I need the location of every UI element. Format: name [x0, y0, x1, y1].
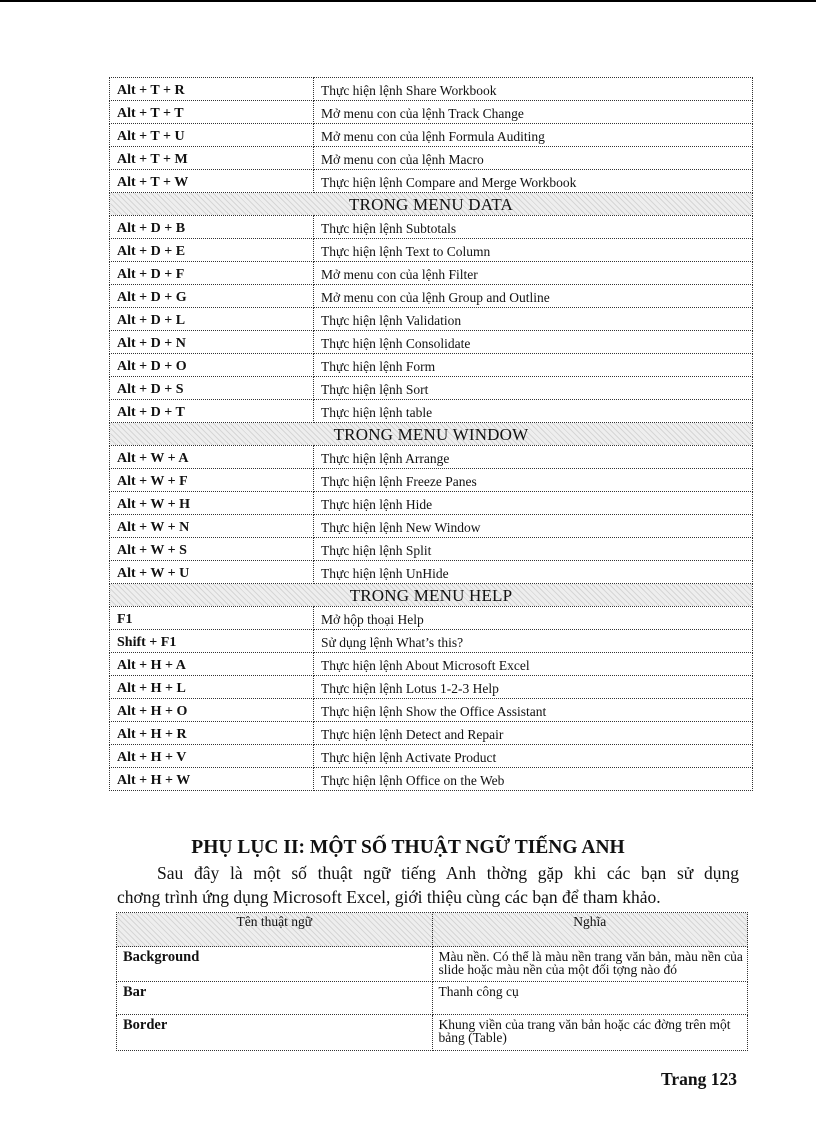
terms-header-row [117, 913, 748, 947]
shortcut-description: Thực hiện lệnh Sort [314, 377, 753, 400]
shortcut-key: Alt + W + A [110, 446, 314, 469]
shortcut-key: Alt + H + A [110, 653, 314, 676]
shortcut-description: Thực hiện lệnh Form [314, 354, 753, 377]
shortcut-description: Mở menu con của lệnh Filter [314, 262, 753, 285]
section-header: TRONG MENU WINDOW [110, 423, 753, 446]
term-cell: Border [117, 1015, 433, 1051]
shortcut-key: Alt + T + W [110, 170, 314, 193]
shortcut-description: Sử dụng lệnh What’s this? [314, 630, 753, 653]
shortcut-key: Alt + H + L [110, 676, 314, 699]
shortcut-row [110, 630, 753, 653]
shortcut-row [110, 262, 753, 285]
section-header-row [110, 423, 753, 446]
shortcut-description: Thực hiện lệnh Activate Product [314, 745, 753, 768]
shortcut-description: Thực hiện lệnh Show the Office Assistant [314, 699, 753, 722]
section-header-row [110, 584, 753, 607]
appendix-intro [117, 861, 739, 909]
terms-row [117, 982, 748, 1015]
shortcut-row [110, 469, 753, 492]
shortcut-row [110, 78, 753, 101]
shortcut-description: Thực hiện lệnh Text to Column [314, 239, 753, 262]
shortcut-row [110, 400, 753, 423]
shortcut-key: Alt + H + V [110, 745, 314, 768]
shortcut-row [110, 561, 753, 584]
shortcut-description: Thực hiện lệnh Arrange [314, 446, 753, 469]
meaning-cell: Khung viền của trang văn bản hoặc các đờng trên một bảng (Table) [432, 1015, 748, 1051]
shortcut-key: Alt + D + B [110, 216, 314, 239]
section-header: TRONG MENU HELP [110, 584, 753, 607]
shortcut-key: Alt + T + T [110, 101, 314, 124]
shortcut-description: Thực hiện lệnh table [314, 400, 753, 423]
term-cell: Bar [117, 982, 433, 1015]
terms-table [116, 912, 748, 1051]
shortcut-description: Mở menu con của lệnh Group and Outline [314, 285, 753, 308]
shortcut-description: Thực hiện lệnh Consolidate [314, 331, 753, 354]
shortcut-row [110, 653, 753, 676]
shortcut-description: Thực hiện lệnh Lotus 1-2-3 Help [314, 676, 753, 699]
shortcut-row [110, 538, 753, 561]
shortcut-description: Mở menu con của lệnh Formula Auditing [314, 124, 753, 147]
shortcut-key: Alt + D + F [110, 262, 314, 285]
shortcut-key: Alt + W + N [110, 515, 314, 538]
shortcut-row [110, 768, 753, 791]
shortcut-key: Alt + D + S [110, 377, 314, 400]
shortcut-row [110, 722, 753, 745]
shortcut-key: Alt + T + M [110, 147, 314, 170]
shortcut-row [110, 699, 753, 722]
shortcut-description: Thực hiện lệnh UnHide [314, 561, 753, 584]
top-border-line [0, 0, 816, 2]
shortcut-key: Alt + W + F [110, 469, 314, 492]
header-meaning: Nghĩa [432, 913, 748, 947]
shortcut-row [110, 607, 753, 630]
shortcut-description: Thực hiện lệnh Validation [314, 308, 753, 331]
section-header-row [110, 193, 753, 216]
intro-line-1: Sau đây là một số thuật ngữ tiếng Anh thờng gặp khi các bạn sử dụng [157, 863, 739, 883]
header-term: Tên thuật ngữ [117, 913, 433, 947]
shortcut-key: Alt + H + R [110, 722, 314, 745]
shortcut-key: Alt + D + E [110, 239, 314, 262]
shortcut-row [110, 285, 753, 308]
shortcut-row [110, 377, 753, 400]
shortcut-row [110, 745, 753, 768]
shortcut-row [110, 101, 753, 124]
shortcut-description: Thực hiện lệnh Compare and Merge Workbook [314, 170, 753, 193]
shortcut-description: Thực hiện lệnh Office on the Web [314, 768, 753, 791]
shortcut-key: Alt + D + T [110, 400, 314, 423]
terms-row [117, 1015, 748, 1051]
shortcut-description: Mở hộp thoại Help [314, 607, 753, 630]
shortcut-description: Thực hiện lệnh Split [314, 538, 753, 561]
shortcut-row [110, 170, 753, 193]
shortcut-table [109, 77, 753, 791]
intro-line-2: chơng trình ứng dụng Microsoft Excel, giới thiệu cùng các bạn để tham khảo. [117, 887, 661, 907]
shortcut-description: Mở menu con của lệnh Macro [314, 147, 753, 170]
meaning-cell: Thanh công cụ [432, 982, 748, 1015]
shortcut-row [110, 446, 753, 469]
shortcut-key: Alt + T + R [110, 78, 314, 101]
shortcut-row [110, 331, 753, 354]
appendix-title: PHỤ LỤC II: MỘT SỐ THUẬT NGỮ TIẾNG ANH [191, 837, 625, 858]
shortcut-row [110, 676, 753, 699]
section-header: TRONG MENU DATA [110, 193, 753, 216]
shortcut-description: Thực hiện lệnh Detect and Repair [314, 722, 753, 745]
terms-row [117, 947, 748, 982]
shortcut-row [110, 308, 753, 331]
shortcut-description: Mở menu con của lệnh Track Change [314, 101, 753, 124]
shortcut-row [110, 239, 753, 262]
shortcut-key: Alt + D + O [110, 354, 314, 377]
shortcut-key: Alt + W + U [110, 561, 314, 584]
shortcut-description: Thực hiện lệnh Freeze Panes [314, 469, 753, 492]
shortcut-key: F1 [110, 607, 314, 630]
shortcut-key: Alt + H + W [110, 768, 314, 791]
shortcut-row [110, 124, 753, 147]
shortcut-key: Alt + H + O [110, 699, 314, 722]
shortcut-row [110, 216, 753, 239]
shortcut-description: Thực hiện lệnh Hide [314, 492, 753, 515]
shortcut-key: Alt + W + H [110, 492, 314, 515]
meaning-cell: Màu nền. Có thể là màu nền trang văn bản, màu nền của slide hoặc màu nền của một đối tợng nào đó [432, 947, 748, 982]
shortcut-description: Thực hiện lệnh Share Workbook [314, 78, 753, 101]
shortcut-row [110, 147, 753, 170]
shortcut-description: Thực hiện lệnh New Window [314, 515, 753, 538]
shortcut-description: Thực hiện lệnh Subtotals [314, 216, 753, 239]
shortcut-key: Alt + D + L [110, 308, 314, 331]
shortcut-key: Alt + D + G [110, 285, 314, 308]
term-cell: Background [117, 947, 433, 982]
shortcut-key: Shift + F1 [110, 630, 314, 653]
shortcut-key: Alt + W + S [110, 538, 314, 561]
shortcut-key: Alt + T + U [110, 124, 314, 147]
page-number: Trang 123 [661, 1069, 737, 1089]
shortcut-row [110, 492, 753, 515]
shortcut-row [110, 354, 753, 377]
shortcut-row [110, 515, 753, 538]
shortcut-description: Thực hiện lệnh About Microsoft Excel [314, 653, 753, 676]
shortcut-key: Alt + D + N [110, 331, 314, 354]
shortcut-table-body [110, 78, 753, 791]
